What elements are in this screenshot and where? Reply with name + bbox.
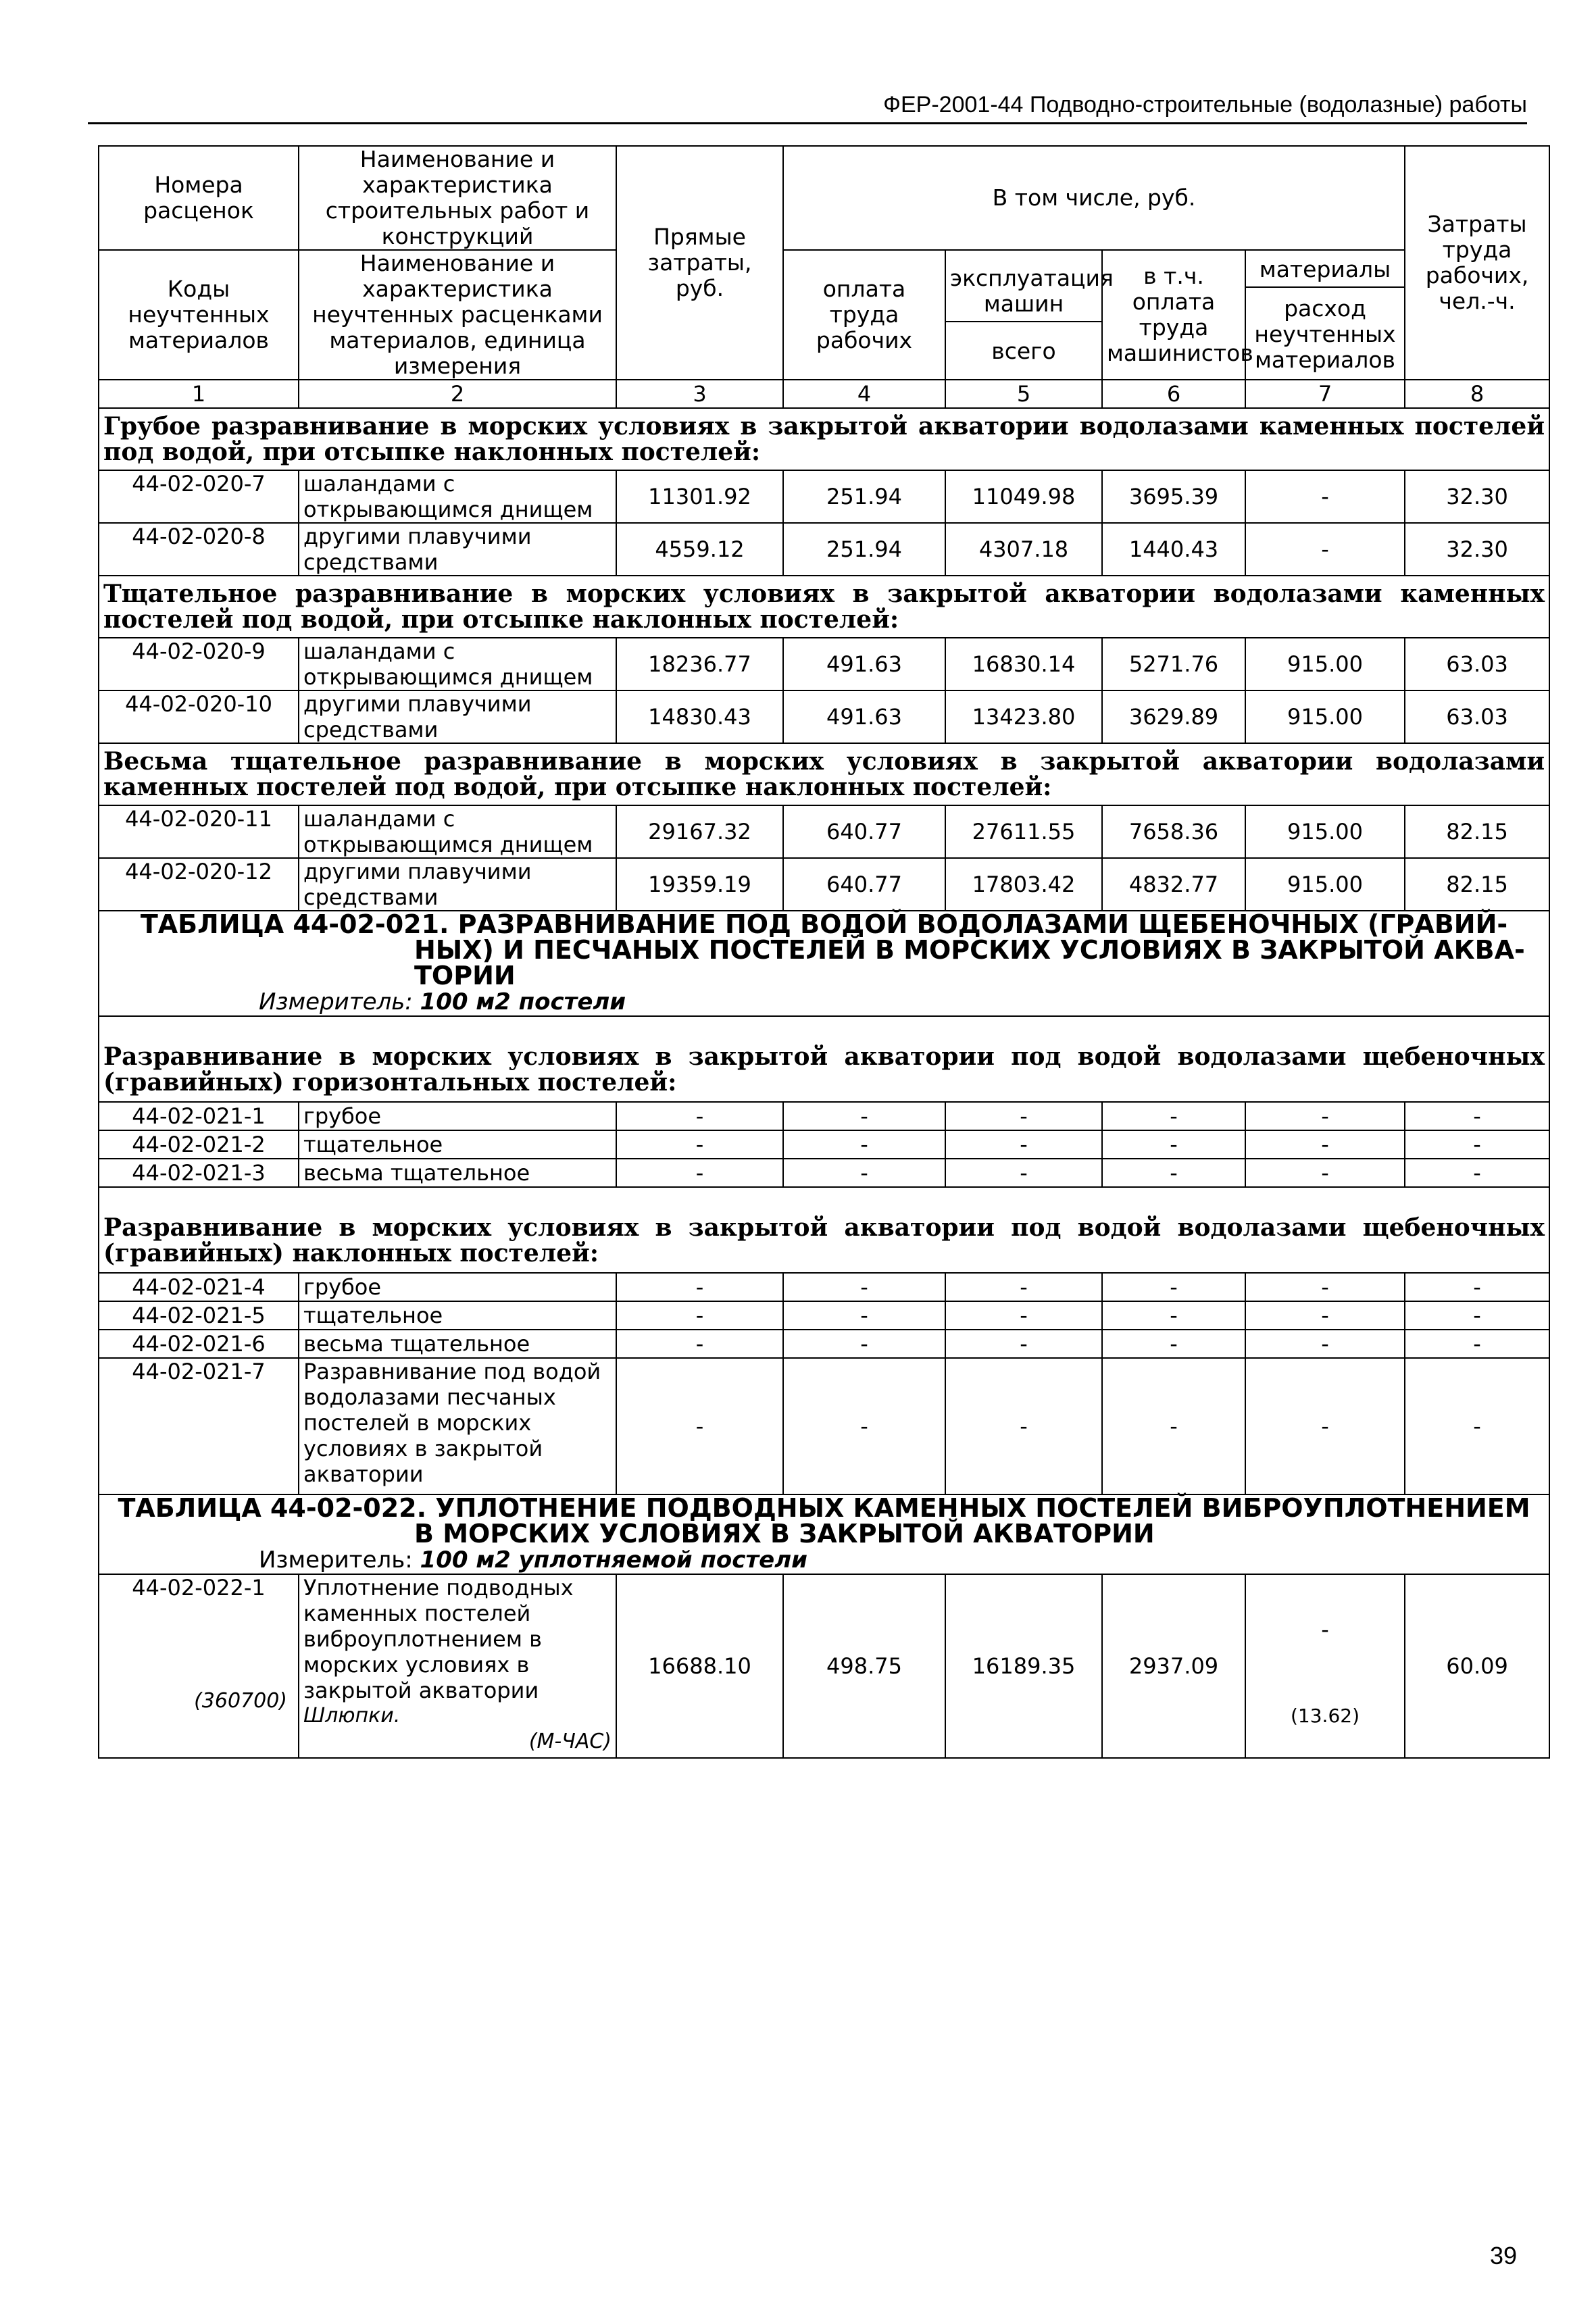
dash: - — [1245, 1330, 1405, 1358]
page-number: 39 — [1490, 2242, 1518, 2269]
material-qty: (13.62) — [1291, 1705, 1360, 1727]
dash: - — [1102, 1330, 1245, 1358]
machine-labor-cost: 5271.76 — [1102, 638, 1245, 690]
section-heading-text: Разравнивание в морских условиях в закрытой акватории под водой водолазами щебеночных (гравийных) горизонтальных постелей: — [99, 1016, 1549, 1102]
machine-labor-cost: 4832.77 — [1102, 858, 1245, 911]
table-022-title-line: В МОРСКИХ УСЛОВИЯХ В ЗАКРЫТОЙ АКВАТОРИИ — [414, 1519, 1155, 1549]
measure-label: Измеритель: — [259, 1546, 413, 1574]
machine-labor-cost: 3695.39 — [1102, 470, 1245, 523]
rate-name-cell — [299, 1574, 616, 1758]
rate-name: весьма тщательное — [299, 1159, 616, 1187]
table-022-title-cell — [99, 1494, 1549, 1574]
table-row — [99, 638, 1549, 690]
rate-code: 44-02-020-7 — [99, 470, 299, 523]
dash: - — [1405, 1159, 1549, 1187]
dash: - — [1102, 1130, 1245, 1159]
dash: - — [1245, 1358, 1405, 1494]
labor-hours: 32.30 — [1405, 523, 1549, 576]
rate-code: 44-02-020-9 — [99, 638, 299, 690]
col-machines-labor-header: в т.ч. оплата труда машинистов — [1102, 250, 1245, 380]
material-cost: - — [1321, 1617, 1329, 1642]
dash: - — [1245, 1130, 1405, 1159]
dash: - — [1405, 1330, 1549, 1358]
machine-labor-cost: 1440.43 — [1102, 523, 1245, 576]
labor-hours: 32.30 — [1405, 470, 1549, 523]
machine-cost: 27611.55 — [945, 805, 1102, 858]
rate-code-cell — [99, 1574, 299, 1758]
col-labor-header: оплата труда рабочих — [783, 250, 945, 380]
rate-code: 44-02-021-3 — [99, 1159, 299, 1187]
table-022-title-line: ТАБЛИЦА 44-02-022. УПЛОТНЕНИЕ ПОДВОДНЫХ КАМЕННЫХ ПОСТЕЛЕЙ ВИБРОУПЛОТНЕНИЕМ — [118, 1493, 1530, 1523]
material-cost: - — [1245, 523, 1405, 576]
col-unaccounted-name-header: Наименование и характеристика неучтенных расценками материалов, единица измерения — [299, 250, 616, 380]
table-021-title-cell — [99, 911, 1549, 1016]
material-cost: 915.00 — [1245, 805, 1405, 858]
direct-cost: 29167.32 — [616, 805, 783, 858]
labor-cost: 498.75 — [783, 1574, 945, 1758]
dash: - — [1245, 1102, 1405, 1130]
col-num: 5 — [945, 380, 1102, 408]
labor-hours: 60.09 — [1405, 1574, 1549, 1758]
col-unaccounted-codes-header: Коды неучтенных материалов — [99, 250, 299, 380]
rate-name: шаландами с открывающимся днищем — [299, 470, 616, 523]
table-021-title-line: ТОРИИ — [414, 961, 516, 990]
rates-table — [98, 145, 1550, 1759]
machine-cost: 16830.14 — [945, 638, 1102, 690]
materials-label: материалы — [1259, 256, 1391, 282]
dash: - — [616, 1330, 783, 1358]
table-022-measure — [103, 1546, 1545, 1574]
material-cell — [1245, 1574, 1405, 1758]
rate-code: 44-02-020-10 — [99, 690, 299, 743]
col-name-header: Наименование и характеристика строительных работ и конструкций — [299, 146, 616, 250]
col-num: 6 — [1102, 380, 1245, 408]
labor-cost: 251.94 — [783, 470, 945, 523]
section-heading-text: Тщательное разравнивание в морских условиях в закрытой акватории водолазами каменных постелей под водой, при отсыпке наклонных постелей: — [99, 576, 1549, 638]
rate-name: шаландами с открывающимся днищем — [299, 638, 616, 690]
rate-code: 44-02-021-1 — [99, 1102, 299, 1130]
table-row — [99, 1301, 1549, 1330]
col-machines-header — [945, 250, 1114, 380]
direct-cost: 19359.19 — [616, 858, 783, 911]
col-num: 4 — [783, 380, 945, 408]
table-row — [99, 1330, 1549, 1358]
machine-cost: 11049.98 — [945, 470, 1102, 523]
dash: - — [1102, 1273, 1245, 1301]
labor-hours: 63.03 — [1405, 690, 1549, 743]
material-unit: (М-ЧАС) — [528, 1730, 612, 1753]
col-materials-header — [1245, 250, 1405, 380]
rate-code: 44-02-021-4 — [99, 1273, 299, 1301]
rate-name: Разравнивание под водой водолазами песчаных постелей в морских условиях в закрытой акватории — [299, 1358, 616, 1494]
direct-cost: 11301.92 — [616, 470, 783, 523]
dash: - — [945, 1330, 1102, 1358]
material-cost: 915.00 — [1245, 638, 1405, 690]
section-heading — [99, 743, 1549, 805]
measure-value: 100 м2 уплотняемой постели — [420, 1546, 807, 1574]
section-heading-text: Разравнивание в морских условиях в закрытой акватории под водой водолазами щебеночных (гравийных) наклонных постелей: — [99, 1187, 1549, 1273]
labor-hours: 82.15 — [1405, 858, 1549, 911]
rate-name: другими плавучими средствами — [299, 690, 616, 743]
rate-name: другими плавучими средствами — [299, 858, 616, 911]
dash: - — [1405, 1358, 1549, 1494]
dash: - — [1102, 1159, 1245, 1187]
col-num: 3 — [616, 380, 783, 408]
dash: - — [783, 1130, 945, 1159]
material-code: (360700) — [194, 1689, 287, 1713]
table-row — [99, 1159, 1549, 1187]
rate-code: 44-02-021-5 — [99, 1301, 299, 1330]
machine-labor-cost: 3629.89 — [1102, 690, 1245, 743]
table-row — [99, 523, 1549, 576]
measure-label: Измеритель: — [259, 988, 413, 1015]
col-hours-header: Затраты труда рабочих, чел.-ч. — [1405, 146, 1549, 380]
table-row — [99, 1574, 1549, 1758]
table-row — [99, 690, 1549, 743]
rate-code: 44-02-020-11 — [99, 805, 299, 858]
table-row — [99, 1273, 1549, 1301]
section-heading-text: Грубое разравнивание в морских условиях в закрытой акватории водолазами каменных постелей под водой, при отсыпке наклонных постелей: — [99, 408, 1549, 470]
rate-code: 44-02-020-12 — [99, 858, 299, 911]
table-row — [99, 858, 1549, 911]
rate-name: тщательное — [299, 1301, 616, 1330]
rate-code: 44-02-020-8 — [99, 523, 299, 576]
materials-sub-label: расход неучтенных материалов — [1246, 286, 1404, 373]
column-number-row — [99, 380, 1549, 408]
labor-cost: 491.63 — [783, 690, 945, 743]
rate-name: грубое — [299, 1102, 616, 1130]
running-header: ФЕР-2001-44 Подводно-строительные (водолазные) работы — [88, 90, 1527, 124]
rate-name: Уплотнение подводных каменных постелей виброуплотнением в морских условиях в закрытой акватории — [303, 1575, 574, 1703]
dash: - — [616, 1102, 783, 1130]
rate-name: грубое — [299, 1273, 616, 1301]
dash: - — [1245, 1301, 1405, 1330]
dash: - — [783, 1159, 945, 1187]
dash: - — [1102, 1301, 1245, 1330]
col-direct-header: Прямые затраты, руб. — [616, 146, 783, 380]
table-row — [99, 470, 1549, 523]
rate-name: шаландами с открывающимся днищем — [299, 805, 616, 858]
rate-code: 44-02-022-1 — [132, 1575, 266, 1601]
dash: - — [945, 1130, 1102, 1159]
rate-name: другими плавучими средствами — [299, 523, 616, 576]
section-heading — [99, 1016, 1549, 1102]
material-cost: 915.00 — [1245, 690, 1405, 743]
dash: - — [945, 1358, 1102, 1494]
machine-cost: 17803.42 — [945, 858, 1102, 911]
section-heading — [99, 1187, 1549, 1273]
dash: - — [1405, 1130, 1549, 1159]
dash: - — [1245, 1273, 1405, 1301]
table-row — [99, 1358, 1549, 1494]
direct-cost: 4559.12 — [616, 523, 783, 576]
material-name: Шлюпки. — [303, 1704, 401, 1728]
dash: - — [616, 1130, 783, 1159]
table-021-measure — [103, 988, 1545, 1015]
table-row — [99, 1130, 1549, 1159]
dash: - — [1102, 1358, 1245, 1494]
dash: - — [783, 1273, 945, 1301]
section-heading-text: Весьма тщательное разравнивание в морских условиях в закрытой акватории водолазами каменных постелей под водой, при отсыпке наклонных постелей: — [99, 743, 1549, 805]
machine-labor-cost: 7658.36 — [1102, 805, 1245, 858]
dash: - — [1245, 1159, 1405, 1187]
machines-all-label: всего — [946, 321, 1101, 364]
labor-cost: 640.77 — [783, 858, 945, 911]
dash: - — [1102, 1102, 1245, 1130]
dash: - — [1405, 1301, 1549, 1330]
machines-label: эксплуатация машин — [950, 265, 1114, 317]
dash: - — [1405, 1102, 1549, 1130]
rate-code: 44-02-021-6 — [99, 1330, 299, 1358]
dash: - — [616, 1301, 783, 1330]
header-row-1 — [99, 146, 1549, 250]
dash: - — [616, 1273, 783, 1301]
labor-hours: 63.03 — [1405, 638, 1549, 690]
table-021-title-line: ТАБЛИЦА 44-02-021. РАЗРАВНИВАНИЕ ПОД ВОДОЙ ВОДОЛАЗАМИ ЩЕБЕНОЧНЫХ (ГРАВИЙ- — [140, 909, 1508, 939]
material-cost: - — [1245, 470, 1405, 523]
dash: - — [945, 1102, 1102, 1130]
dash: - — [1405, 1273, 1549, 1301]
dash: - — [945, 1159, 1102, 1187]
material-cost: 915.00 — [1245, 858, 1405, 911]
table-021-title — [99, 911, 1549, 1016]
rate-name: весьма тщательное — [299, 1330, 616, 1358]
measure-value: 100 м2 постели — [420, 988, 626, 1015]
dash: - — [945, 1273, 1102, 1301]
machine-cost: 16189.35 — [945, 1574, 1102, 1758]
rate-name: тщательное — [299, 1130, 616, 1159]
section-heading — [99, 408, 1549, 470]
col-codes-header: Номера расценок — [99, 146, 299, 250]
rate-code: 44-02-021-2 — [99, 1130, 299, 1159]
dash: - — [783, 1301, 945, 1330]
machine-cost: 4307.18 — [945, 523, 1102, 576]
dash: - — [945, 1301, 1102, 1330]
header-row-2 — [99, 250, 1549, 380]
col-num: 2 — [299, 380, 616, 408]
col-incl-header: В том числе, руб. — [783, 146, 1405, 250]
section-heading — [99, 576, 1549, 638]
col-num: 8 — [1405, 380, 1549, 408]
col-num: 7 — [1245, 380, 1405, 408]
machine-cost: 13423.80 — [945, 690, 1102, 743]
direct-cost: 18236.77 — [616, 638, 783, 690]
table-021-title-line: НЫХ) И ПЕСЧАНЫХ ПОСТЕЛЕЙ В МОРСКИХ УСЛОВИЯХ В ЗАКРЫТОЙ АКВА- — [414, 935, 1525, 965]
rate-code: 44-02-021-7 — [99, 1358, 299, 1494]
machine-labor-cost: 2937.09 — [1102, 1574, 1245, 1758]
dash: - — [783, 1102, 945, 1130]
labor-cost: 491.63 — [783, 638, 945, 690]
table-row — [99, 805, 1549, 858]
labor-cost: 251.94 — [783, 523, 945, 576]
dash: - — [616, 1159, 783, 1187]
dash: - — [783, 1330, 945, 1358]
direct-cost: 16688.10 — [616, 1574, 783, 1758]
table-row — [99, 1102, 1549, 1130]
dash: - — [616, 1358, 783, 1494]
dash: - — [783, 1358, 945, 1494]
labor-cost: 640.77 — [783, 805, 945, 858]
direct-cost: 14830.43 — [616, 690, 783, 743]
table-022-title — [99, 1494, 1549, 1574]
col-num: 1 — [99, 380, 299, 408]
labor-hours: 82.15 — [1405, 805, 1549, 858]
